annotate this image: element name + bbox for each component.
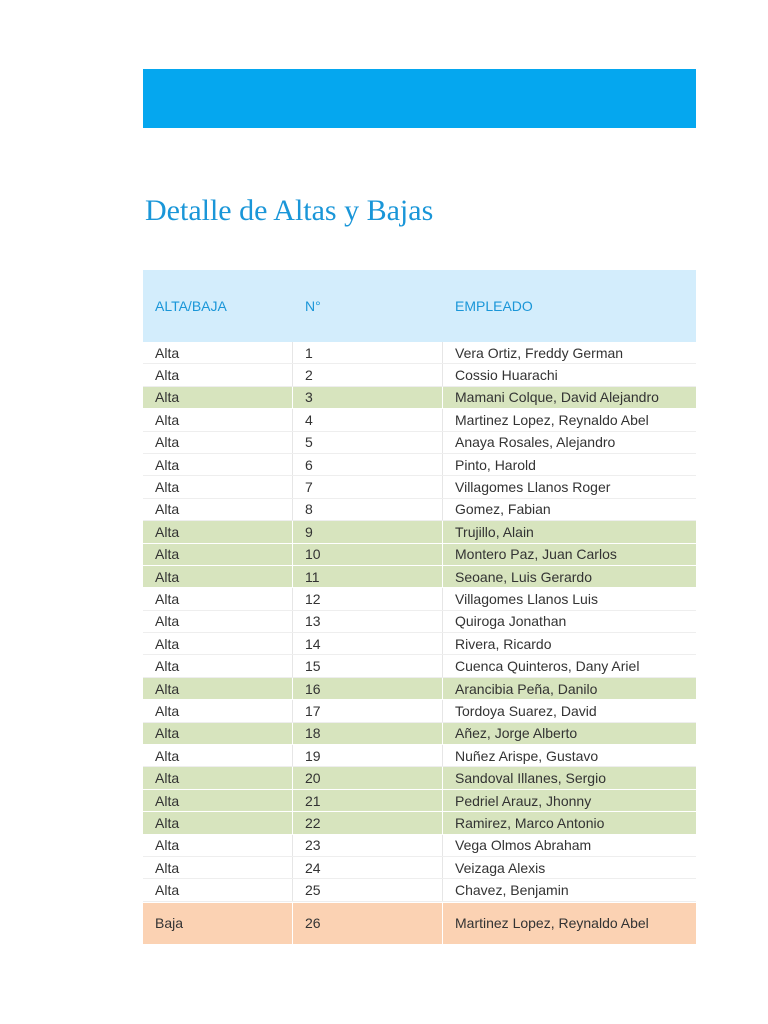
table-row: [143, 387, 696, 409]
cell-numero: 17: [293, 700, 443, 721]
table-row: [143, 409, 696, 431]
cell-empleado: Montero Paz, Juan Carlos: [455, 546, 617, 563]
cell-alta-baja: Alta: [143, 521, 293, 542]
cell-empleado: Villagomes Llanos Luis: [455, 590, 598, 607]
cell-alta-baja: Alta: [143, 499, 293, 520]
cell-empleado: Seoane, Luis Gerardo: [455, 568, 592, 585]
cell-numero: 25: [293, 879, 443, 900]
cell-alta-baja: Alta: [143, 342, 293, 363]
cell-numero: 26: [293, 903, 443, 944]
table-row: [143, 790, 696, 812]
cell-numero: 6: [293, 454, 443, 475]
cell-empleado: Gomez, Fabian: [455, 501, 551, 518]
cell-empleado: Cossio Huarachi: [455, 367, 558, 384]
table-row: [143, 700, 696, 722]
cell-alta-baja: Alta: [143, 364, 293, 385]
table-row: [143, 432, 696, 454]
table-row: [143, 678, 696, 700]
table-row: [143, 588, 696, 610]
column-header-empleado: EMPLEADO: [455, 298, 533, 314]
cell-empleado: Veizaga Alexis: [455, 859, 546, 876]
cell-empleado: Villagomes Llanos Roger: [455, 479, 611, 496]
cell-alta-baja: Alta: [143, 387, 293, 408]
cell-empleado: Rivera, Ricardo: [455, 635, 552, 652]
cell-numero: 20: [293, 767, 443, 788]
cell-empleado: Martinez Lopez, Reynaldo Abel: [455, 915, 649, 932]
cell-empleado: Nuñez Arispe, Gustavo: [455, 747, 599, 764]
cell-numero: 16: [293, 678, 443, 699]
cell-empleado: Ramirez, Marco Antonio: [455, 814, 605, 831]
table-row: [143, 521, 696, 543]
cell-numero: 10: [293, 544, 443, 565]
cell-empleado: Chavez, Benjamin: [455, 882, 569, 899]
cell-alta-baja: Alta: [143, 476, 293, 497]
cell-empleado: Sandoval Illanes, Sergio: [455, 770, 606, 787]
cell-alta-baja: Alta: [143, 857, 293, 878]
header-banner: [143, 69, 696, 128]
table-row: [143, 499, 696, 521]
cell-empleado: Vera Ortiz, Freddy German: [455, 344, 624, 361]
cell-alta-baja: Alta: [143, 723, 293, 744]
column-header-alta-baja: ALTA/BAJA: [155, 298, 227, 314]
table-row: [143, 767, 696, 789]
table-header-row: [143, 270, 696, 342]
cell-empleado: Añez, Jorge Alberto: [455, 725, 578, 742]
cell-numero: 13: [293, 611, 443, 632]
table-row: [143, 342, 696, 364]
table-row: [143, 633, 696, 655]
cell-numero: 12: [293, 588, 443, 609]
page-title: Detalle de Altas y Bajas: [145, 194, 434, 227]
table-row: [143, 879, 696, 901]
cell-numero: 21: [293, 790, 443, 811]
cell-numero: 19: [293, 745, 443, 766]
cell-numero: 7: [293, 476, 443, 497]
cell-numero: 1: [293, 342, 443, 363]
table-row: [143, 812, 696, 834]
cell-empleado: Martinez Lopez, Reynaldo Abel: [455, 411, 649, 428]
table-row: [143, 745, 696, 767]
table-row: [143, 476, 696, 498]
cell-alta-baja: Alta: [143, 633, 293, 654]
cell-numero: 24: [293, 857, 443, 878]
cell-numero: 2: [293, 364, 443, 385]
cell-alta-baja: Baja: [143, 903, 293, 944]
cell-numero: 3: [293, 387, 443, 408]
cell-empleado: Anaya Rosales, Alejandro: [455, 434, 616, 451]
cell-empleado: Quiroga Jonathan: [455, 613, 567, 630]
table-row: [143, 454, 696, 476]
cell-empleado: Pedriel Arauz, Jhonny: [455, 792, 592, 809]
cell-alta-baja: Alta: [143, 835, 293, 856]
cell-alta-baja: Alta: [143, 767, 293, 788]
table-row: [143, 655, 696, 677]
cell-numero: 8: [293, 499, 443, 520]
cell-alta-baja: Alta: [143, 432, 293, 453]
table-row: [143, 835, 696, 857]
cell-numero: 14: [293, 633, 443, 654]
cell-alta-baja: Alta: [143, 745, 293, 766]
table-row: [143, 566, 696, 588]
cell-alta-baja: Alta: [143, 678, 293, 699]
cell-alta-baja: Alta: [143, 566, 293, 587]
cell-empleado: Cuenca Quinteros, Dany Ariel: [455, 658, 640, 675]
cell-numero: 4: [293, 409, 443, 430]
table-row: [143, 857, 696, 879]
cell-alta-baja: Alta: [143, 454, 293, 475]
cell-empleado: Arancibia Peña, Danilo: [455, 680, 598, 697]
column-header-numero: N°: [305, 298, 321, 314]
cell-empleado: Vega Olmos Abraham: [455, 837, 592, 854]
cell-alta-baja: Alta: [143, 611, 293, 632]
cell-numero: 9: [293, 521, 443, 542]
cell-alta-baja: Alta: [143, 879, 293, 900]
cell-numero: 22: [293, 812, 443, 833]
table-row: [143, 544, 696, 566]
cell-alta-baja: Alta: [143, 790, 293, 811]
cell-alta-baja: Alta: [143, 588, 293, 609]
cell-numero: 23: [293, 835, 443, 856]
cell-empleado: Mamani Colque, David Alejandro: [455, 389, 659, 406]
table-row: [143, 723, 696, 745]
cell-numero: 18: [293, 723, 443, 744]
cell-empleado: Tordoya Suarez, David: [455, 702, 597, 719]
cell-empleado: Trujillo, Alain: [455, 523, 534, 540]
cell-alta-baja: Alta: [143, 655, 293, 676]
cell-numero: 11: [293, 566, 443, 587]
table-row: [143, 903, 696, 944]
cell-alta-baja: Alta: [143, 409, 293, 430]
table-row: [143, 611, 696, 633]
cell-numero: 5: [293, 432, 443, 453]
cell-numero: 15: [293, 655, 443, 676]
cell-alta-baja: Alta: [143, 544, 293, 565]
table-row: [143, 364, 696, 386]
cell-alta-baja: Alta: [143, 812, 293, 833]
cell-alta-baja: Alta: [143, 700, 293, 721]
cell-empleado: Pinto, Harold: [455, 456, 536, 473]
altas-bajas-table: [143, 270, 696, 944]
